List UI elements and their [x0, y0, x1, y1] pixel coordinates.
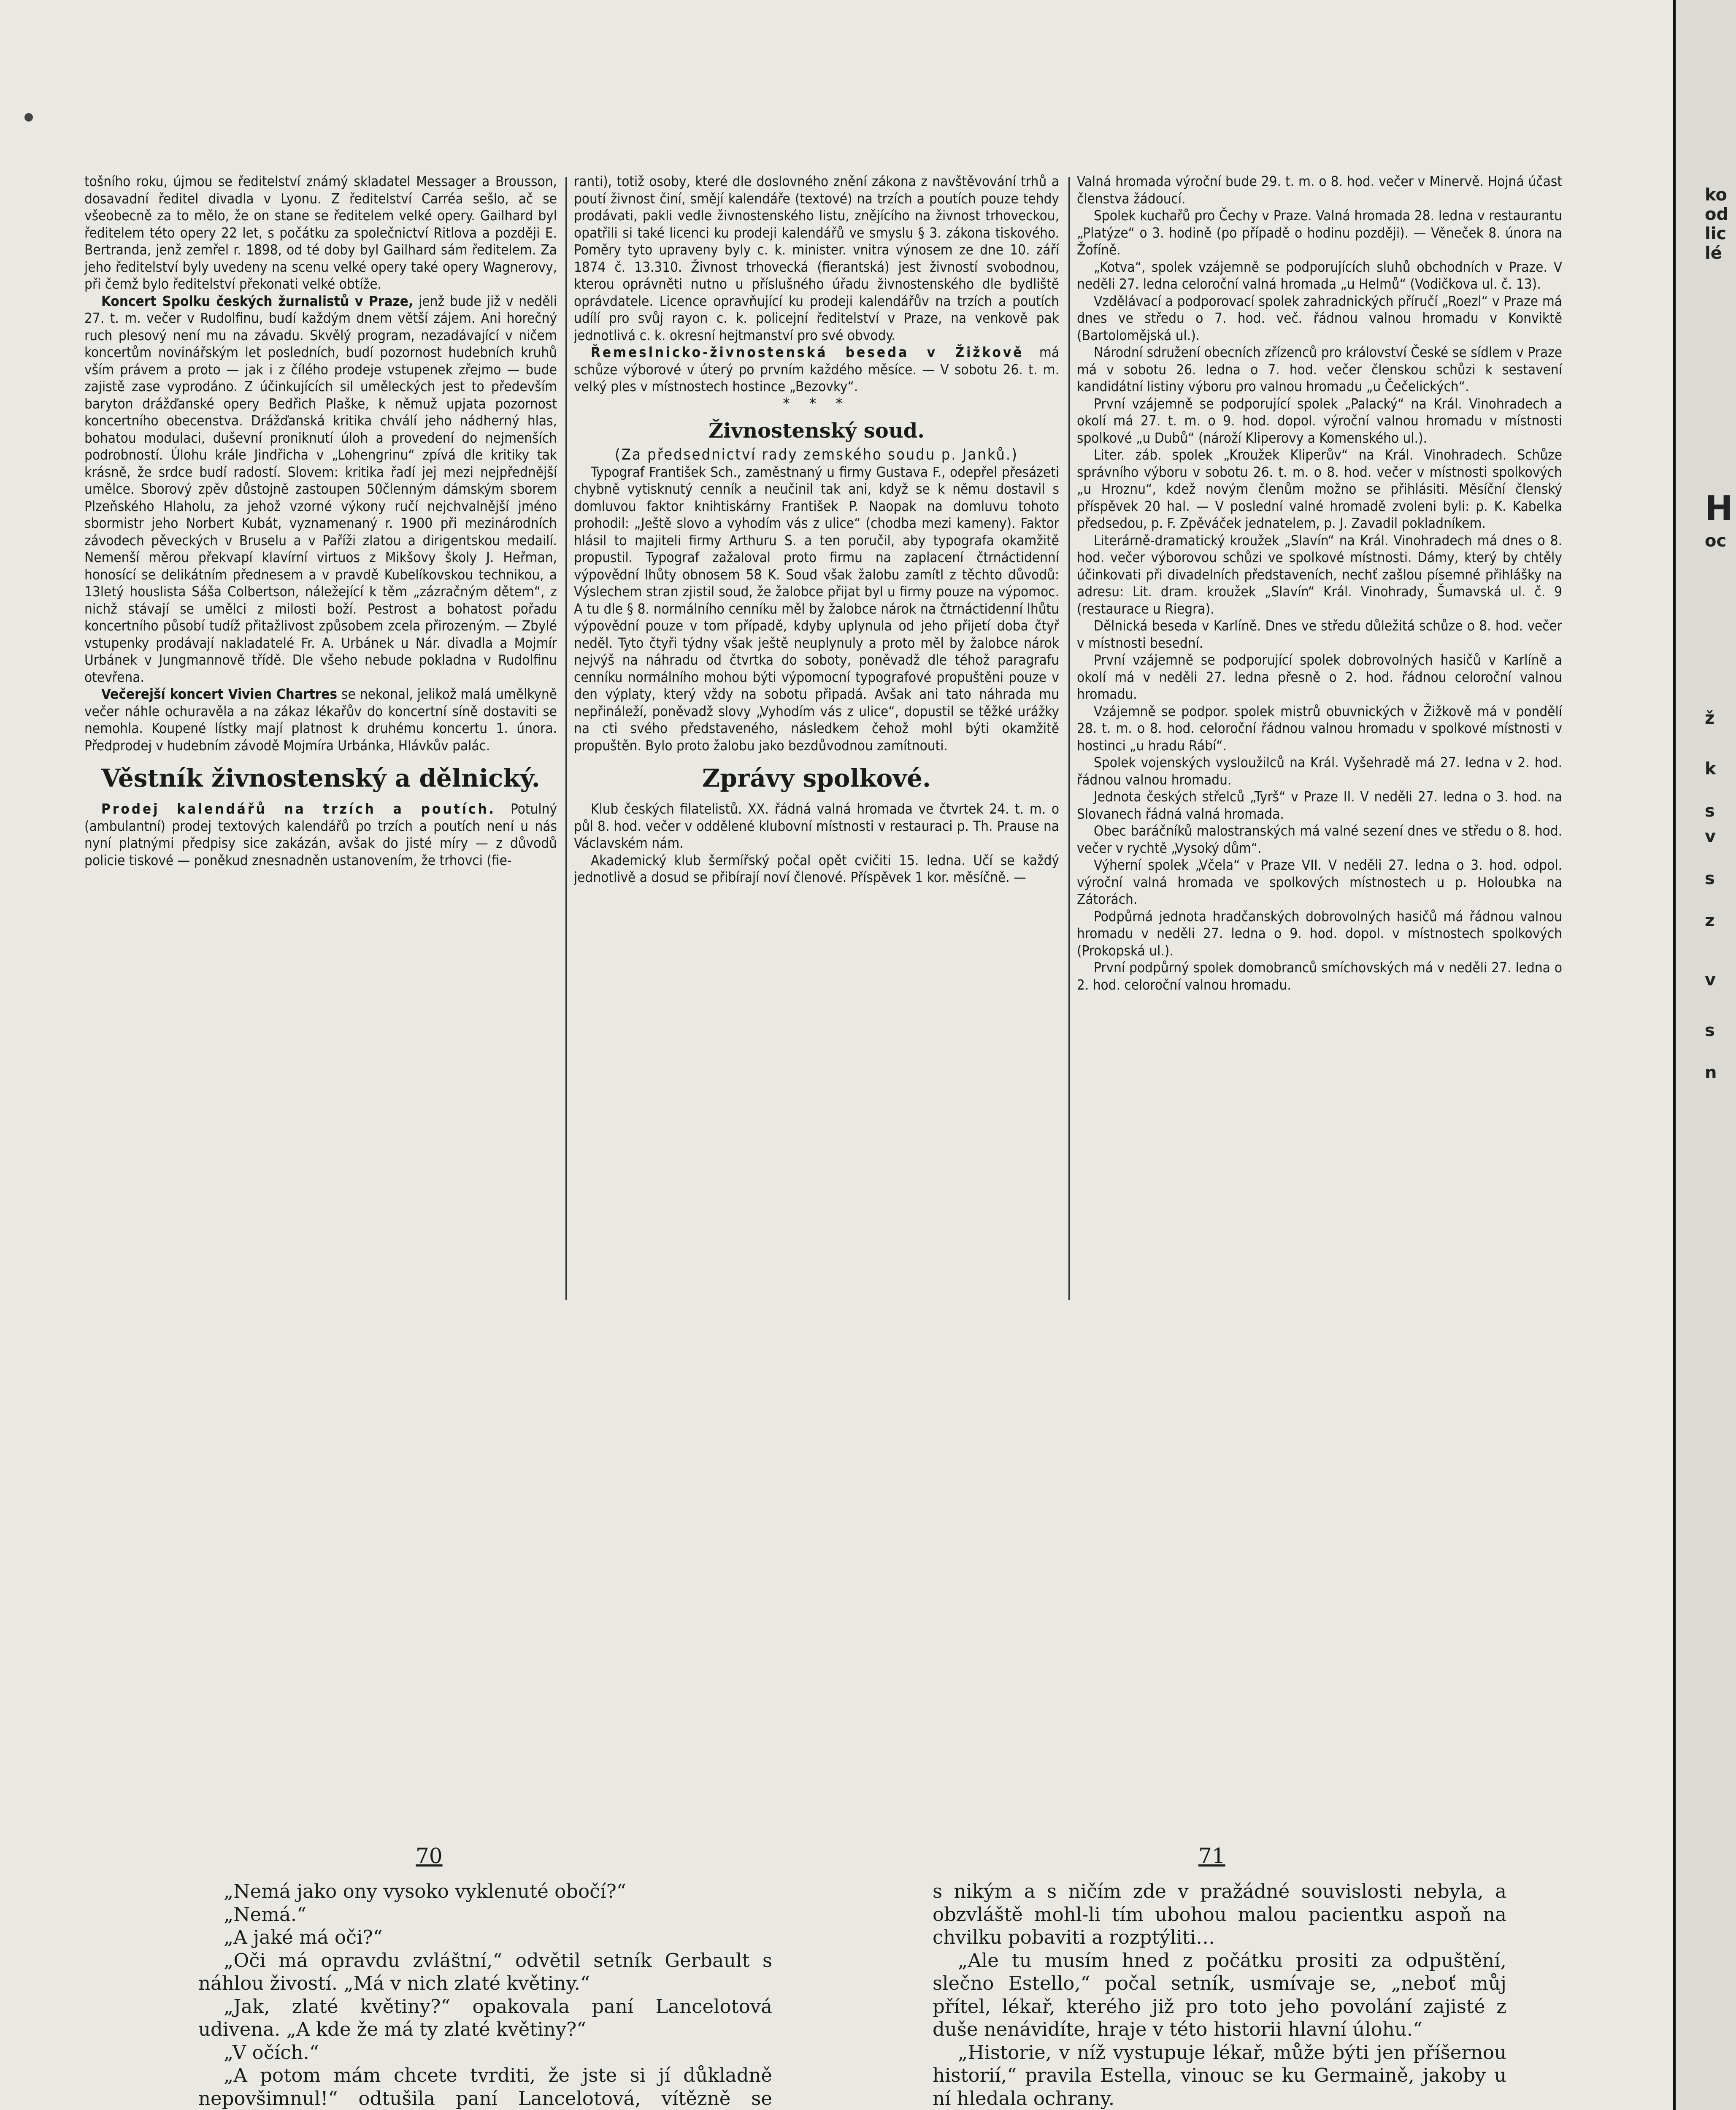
article-paragraph: Liter. záb. spolek „Kroužek Kliperův“ na Král. Vinohradech. Schůze správního výboru v sobotu 26. t. m. o 8. hod. večer v místnosti spolkových „u Hroznu“, kdež novým členům možno se přihlásiti. Měsíční členský příspěvek 20 hal. — V poslední valné hromadě zvoleni byli: p. K. Kabelka předsedou, p. F. Zpěváček jednatelem, p. J. Zavadil pokladníkem. [1077, 446, 1562, 531]
article-paragraph: Typograf František Sch., zaměstnaný u firmy Gustava F., odepřel přesázeti chybně vytisknutý cenník a neučinil tak ani, když se k němu dostavil s domluvou faktor knihtiskárny František P. Naopak na domluvu tohoto prohodil: „Ještě slovo a vyhodím vás z ulice“ (chodba mezi kameny). Faktor hlásil to majiteli firmy Arthuru S. a ten poručil, aby typografa okamžitě propustil. Typograf zažaloval proto firmu na zaplacení čtrnáctidenní výpovědní lhůty obnosem 58 K. Soud však žalobu zamítl z těchto důvodů: Výslechem stran zjistil soud, že žalobce přijat byl u firmy pouze na výpomoc. A tu dle § 8. normálního cenníku měl by žalobce nárok na čtrnáctidenní lhůtu výpovědní pouze v tom případě, kdyby uplynula od jeho přijetí doba čtyř neděl. Tyto čtyři týdny však ještě neuplynuly a proto měl by žalobce nárok nejvýš na náhradu od čtvrtka do soboty, poněvadž dle téhož paragrafu cenníku normálního mohou býti výpomocní typografové propuštěni pouze v den výplaty, který vždy na sobotu připadá. Avšak ani tato náhrada mu nepřináleží, poněvadž slovy „Vyhodím vás z ulice“, dopustil se těžké urážky na cti svého představeného, následkem čehož mohl býti okamžitě propuštěn. Bylo proto žalobu jako bezdůvodnou zamítnouti. [574, 463, 1059, 754]
article-paragraph: Večerejší koncert Vivien Chartres se nekonal, jelikož malá umělkyně večer náhle ochuravěla a na zákaz lékařův do koncertní síně dostaviti se nemohla. Koupené lístky mají platnost k druhému koncertu 1. února. Předprodej v hudebním závodě Mojmíra Urbánka, Hlávkův palác. [84, 686, 557, 754]
strip-fragment: od [1705, 205, 1729, 224]
strip-fragment: lic [1705, 224, 1727, 243]
article-paragraph: ranti), totiž osoby, které dle doslovného znění zákona z navštěvování trhů a poutí živnost činí, smějí kalendáře (textové) na trzích a poutích pouze tehdy prodávati, pakli vedle živnostenského listu, znějícího na živnost trhoveckou, opatřili si také licenci ku prodeji kalendářů ve smyslu § 3. zákona tiskového. Poměry tyto upraveny byly c. k. minister. vnitra výnosem ze dne 10. září 1874 č. 13.310. Živnost trhovecká (fierantská) jest živností svobodnou, kterou oprávněti nutno u příslušného úřadu živnostenského dle bydliště oprávdatele. Licence opravňující ku prodeji kalendářův na trzích a poutích udílí pro svůj rayon c. k. policejní ředitelství v Praze, na venkově pak jednotlivá c. k. okresní hejtmanství pro své obvody. [574, 173, 1059, 344]
section-subheading: (Za předsednictví rady zemského soudu p. Janků.) [615, 446, 1018, 463]
article-paragraph: „Kotva“, spolek vzájemně se podporujících sluhů obchodních v Praze. V neděli 27. ledna celoroční valná hromada „u Helmů“ (Vodičkova ul. č. 13). [1077, 258, 1562, 292]
book-paragraph: „Nemá.“ [224, 1903, 307, 1926]
book-paragraph: „Nemá jako ony vysoko vyklenuté obočí?“ [224, 1880, 626, 1902]
strip-fragment: s [1705, 869, 1715, 888]
book-paragraph: „Oči má opravdu zvláštní,“ odvětil setník Gerbault s náhlou živostí. „Má v nich zlaté květiny.“ [198, 1949, 772, 1994]
page-number-right: 71 [1198, 1844, 1225, 1868]
article-paragraph: Jednota českých střelců „Tyrš“ v Praze II. V neděli 27. ledna o 3. hod. na Slovanech řádná valná hromada. [1077, 788, 1562, 822]
article-paragraph: Vzájemně se podpor. spolek mistrů obuvnických v Žižkově má v pondělí 28. t. m. o 8. hod. celoroční řádnou valnou hromadu v spolkové místnosti v hostinci „u hradu Rábí“. [1077, 703, 1562, 754]
book-paragraph: „A potom mám chcete tvrditi, že jste si jí důkladně nepovšimnul!“ odtušila paní Lancelotová, vítězně se [198, 2064, 772, 2110]
article-paragraph: Dělnická beseda v Karlíně. Dnes ve středu důležitá schůze o 8. hod. večer v místnosti besední. [1077, 617, 1562, 651]
news-column-3 [1077, 173, 1562, 1304]
article-paragraph: První podpůrný spolek domobranců smíchovských má v neděli 27. ledna o 2. hod. celoroční valnou hromadu. [1077, 959, 1562, 993]
article-paragraph: Řemeslnicko-živnostenská beseda v Žižkově má schůze výborové v úterý po prvním každého měsíce. — V sobotu 26. t. m. velký ples v místnostech hostince „Bezovky“. [574, 344, 1059, 395]
book-paragraph: „A jaké má oči?“ [224, 1926, 383, 1948]
article-paragraph: První vzájemně se podporující spolek „Palacký“ na Král. Vinohradech a okolí má 27. t. m. o 9. hod. dopol. výroční valnou hromadu v místnosti spolkové „u Dubů“ (nároží Kliperovy a Komenského ul.). [1077, 395, 1562, 446]
strip-fragment: s [1705, 1021, 1715, 1040]
section-heading: Zprávy spolkové. [702, 764, 931, 793]
strip-fragment: ko [1705, 185, 1728, 205]
article-paragraph: Koncert Spolku českých žurnalistů v Praze, jenž bude již v neděli 27. t. m. večer v Rudolfinu, budí každým dnem větší zájem. Ani horečný ruch plesový není mu na závadu. Skvělý program, nezadávající v ničem koncertům novinářským let posledních, budí pozornost hudebních kruhů vším právem a proto — jak i z čílého prodeje vstupenek zřejmo — bude zajistě zase vyprodáno. Z účinkujících sil uměleckých jest to především baryton drážďanské opery Bedřich Plaške, k němuž upjata pozornost koncertního obecenstva. Drážďanská kritika chválí jeho nádherný hlas, bohatou modulaci, duševní proniknutí úloh a provedení do nejmenších podrobností. Úlohu krále Jindřicha v „Lohengrinu“ zpívá dle kritiky tak krásně, že srdce budí radostí. Slovem: kritika řadí jej mezi nejpřednější umělce. Sborový zpěv důstojně zastoupen 50členným dámským sborem Plzeňského Hlaholu, za jehož vzorné výkony ručí nejchvalnější jméno sbormistr jeho Norbert Kubát, vyznamenaný r. 1900 při mezinárodních závodech pěveckých v Bruselu a v Paříži zlatou a dirigentskou medailí. Nemenší měrou překvapí klavírní virtuos z Mikšovy školy J. Heřman, honosící se delikátním přednesem a v pravdě Kubelíkovskou technikou, a 13letý houslista Sáša Colbertson, náležející k těm „zázračným dětem“, z nichž stávají se umělci z milosti boží. Pestrost a bohatost pořadu koncertního působí tudíž přitažlivost způsobem zcela přirozeným. — Zbylé vstupenky prodávají nakladatelé Fr. A. Urbánek u Nár. divadla a Mojmír Urbánek v Jungmannově třídě. Dle všeho nebude pokladna v Rudolfinu otevřena. [84, 292, 557, 685]
strip-fragment: z [1705, 911, 1715, 931]
book-paragraph: „Jak, zlaté květiny?“ opakovala paní Lancelotová udivena. „A kde že má ty zlaté květiny?“ [198, 1995, 772, 2040]
article-paragraph: Valná hromada výroční bude 29. t. m. o 8. hod. večer v Minervě. Hojná účast členstva žádoucí. [1077, 173, 1562, 207]
strip-fragment: oc [1705, 531, 1727, 551]
page-number-left: 70 [416, 1844, 443, 1868]
article-paragraph: Obec baráčníků malostranských má valné sezení dnes ve středu o 8. hod. večer v rychtě „Vysoký dům“. [1077, 822, 1562, 856]
article-paragraph: Vzdělávací a podporovací spolek zahradnických příručí „Roezl“ v Praze má dnes ve středu o 7. hod. več. řádnou valnou hromadu v Konviktě (Bartolomějská ul.). [1077, 292, 1562, 344]
adjacent-page-strip [1673, 0, 1736, 2110]
book-page-left [198, 1880, 772, 2110]
article-paragraph: Spolek kuchařů pro Čechy v Praze. Valná hromada 28. ledna v restaurantu „Platýze“ o 3. hodině (po případě o hodinu později). — Věneček 8. února na Žofíně. [1077, 207, 1562, 258]
section-separator: * * * [783, 395, 850, 412]
article-paragraph: Prodej kalendářů na trzích a poutích. Potulný (ambulantní) prodej textových kalendářů po trzích a poutích není u nás nyní platnými předpisy sice zakázán, avšak do jisté míry — z důvodů policie tiskové — poněkud znesnadněn ustanovením, že trhovci (fie- [84, 801, 557, 868]
strip-fragment: k [1705, 759, 1716, 779]
section-heading: Živnostenský soud. [708, 419, 925, 443]
strip-fragment: v [1705, 827, 1716, 846]
article-paragraph: Národní sdružení obecních zřízenců pro království České se sídlem v Praze má v sobotu 26. ledna o 7. hod. večer členskou schůzi k sestavení kandidátní listiny výboru pro valnou hromadu „u Čečelických“. [1077, 344, 1562, 395]
book-paragraph: „Historie, v níž vystupuje lékař, může býti jen příšernou historií,“ pravila Estella, vinouc se ku Germaině, jakoby u ní hledala ochrany. [933, 2041, 1506, 2110]
strip-fragment: s [1705, 801, 1715, 821]
section-heading: Věstník živnostenský a dělnický. [101, 764, 540, 793]
strip-fragment: H [1705, 489, 1733, 528]
article-paragraph: Literárně-dramatický kroužek „Slavín“ na Král. Vinohradech má dnes o 8. hod. večer výborovou schůzi ve spolkové místnosti. Dámy, který by chtěly účinkovati při divadelních představeních, nechť zašlou písemné přihlášky na adresu: Lit. dram. kroužek „Slavín“ Král. Vinohrady, Šumavská ul. č. 9 (restaurace u Riegra). [1077, 532, 1562, 617]
article-paragraph: První vzájemně se podporující spolek dobrovolných hasičů v Karlíně a okolí má v neděli 27. ledna přesně o 2. hod. řádnou celoroční valnou hromadu. [1077, 652, 1562, 702]
strip-fragment: ž [1705, 709, 1715, 728]
book-paragraph: „Ale tu musím hned z počátku prositi za odpuštění, slečno Estello,“ počal setník, usmívaje se, „neboť můj přítel, lékař, kterého již pro toto jeho povolání zajisté z duše nenávidíte, hraje v této historii hlavní úlohu.“ [933, 1949, 1506, 2040]
article-paragraph: Výherní spolek „Včela“ v Praze VII. V neděli 27. ledna o 3. hod. odpol. výroční valná hromada ve spolkových místnostech u p. Holoubka na Zátorách. [1077, 857, 1562, 907]
article-paragraph: Podpůrná jednota hradčanských dobrovolných hasičů má řádnou valnou hromadu v neděli 27. ledna o 9. hod. dopol. v místnostech spolkových (Prokopská ul.). [1077, 908, 1562, 959]
article-paragraph: Klub českých filatelistů. XX. řádná valná hromada ve čtvrtek 24. t. m. o půl 8. hod. večer v oddělené klubovní místnosti v restauraci p. Th. Prause na Václavském nám. [574, 801, 1059, 851]
book-page-right [933, 1880, 1506, 2110]
news-column-1 [84, 173, 557, 1304]
article-paragraph: Spolek vojenských vysloužilců na Král. Vyšehradě má 27. ledna v 2. hod. řádnou valnou hromadu. [1077, 754, 1562, 788]
strip-fragment: lé [1705, 243, 1722, 263]
ink-spot [24, 113, 33, 122]
book-paragraph: s nikým a s ničím zde v pražádné souvislosti nebyla, a obzvláště mohl-li tím ubohou malou pacientku aspoň na chvilku pobaviti a rozptýliti… [933, 1880, 1506, 1948]
column-rule [1068, 177, 1070, 1300]
news-column-2 [574, 173, 1059, 1304]
strip-fragment: n [1705, 1063, 1717, 1082]
strip-fragment: v [1705, 970, 1716, 990]
book-paragraph: „V očích.“ [224, 2041, 319, 2064]
article-paragraph: tošního roku, újmou se ředitelství známý skladatel Messager a Brousson, dosavadní ředitel divadla v Lyonu. Z ředitelství Carréa sešlo, ač se všeobecně za to mělo, že on stane se ředitelem velké opery. Gailhard byl ředitelem této opery 22 let, s počátku za společnictví Ritlova a později E. Bertranda, jenž zemřel r. 1898, od té doby byl Gailhard sám ředitelem. Za jeho ředitelství byly uvedeny na scenu velké opery také opery Wagnerovy, při čemž bylo ředitelství překonati velké obtíže. [84, 173, 557, 292]
column-rule [565, 177, 567, 1300]
article-paragraph: Akademický klub šermířský počal opět cvičiti 15. ledna. Učí se každý jednotlivě a dosud se přibírají noví členové. Příspěvek 1 kor. měsíčně. — [574, 852, 1059, 885]
